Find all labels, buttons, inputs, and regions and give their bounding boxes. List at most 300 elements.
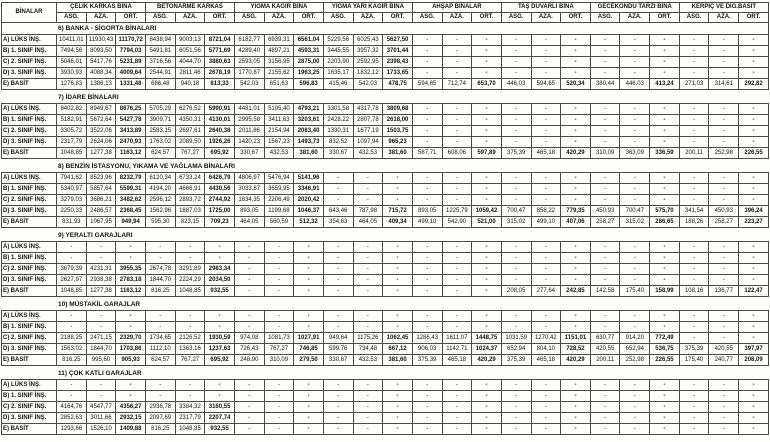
value-cell: - — [501, 242, 531, 253]
value-cell: - — [531, 68, 561, 79]
value-cell: - — [323, 242, 353, 253]
value-cell: - — [620, 275, 650, 286]
value-cell: 4356,27 — [116, 402, 146, 413]
value-cell: - — [709, 275, 739, 286]
value-cell: - — [205, 253, 235, 264]
sub-header: ORT. — [650, 13, 680, 23]
value-cell: 2852,63 — [57, 413, 87, 424]
value-cell: 4430,56 — [205, 184, 235, 195]
value-cell: 5427,78 — [116, 115, 146, 126]
value-cell: - — [501, 35, 531, 46]
value-cell: 315,02 — [501, 217, 531, 228]
sub-header: AZA. — [86, 13, 116, 23]
value-cell: - — [323, 391, 353, 402]
row-label: D) 3. SINIF İNŞ. — [2, 137, 57, 148]
value-cell: 6561,04 — [294, 35, 324, 46]
value-cell: - — [175, 242, 205, 253]
value-cell: - — [442, 402, 472, 413]
section-title: 9) YERALTI GARAJLARI — [58, 232, 133, 239]
value-cell: - — [739, 173, 769, 184]
value-cell: - — [561, 104, 591, 115]
table-row — [2, 206, 769, 217]
value-cell: 158,99 — [650, 286, 680, 297]
value-cell: 2596,12 — [145, 195, 175, 206]
value-cell: 223,27 — [739, 217, 769, 228]
value-cell: - — [412, 137, 442, 148]
value-cell: - — [472, 104, 502, 115]
value-cell: - — [679, 275, 709, 286]
value-cell: 1763,02 — [145, 137, 175, 148]
column-group-header: YIĞMA KAGİR BİNA — [234, 3, 323, 13]
value-cell: 2020,42 — [294, 195, 324, 206]
row-label: E) BASİT — [2, 355, 57, 366]
value-cell: - — [650, 311, 680, 322]
value-cell: - — [650, 137, 680, 148]
value-cell: - — [561, 322, 591, 333]
value-cell: - — [531, 184, 561, 195]
value-cell: - — [561, 402, 591, 413]
value-cell: 5417,76 — [86, 57, 116, 68]
value-cell: 2811,46 — [175, 68, 205, 79]
column-group-header: ÇELİK KARKAS BİNA — [57, 3, 146, 13]
value-cell: - — [472, 184, 502, 195]
value-cell: 432,53 — [353, 355, 383, 366]
value-cell: - — [412, 184, 442, 195]
value-cell: - — [175, 380, 205, 391]
value-cell: 248,90 — [234, 355, 264, 366]
value-cell: - — [650, 253, 680, 264]
value-cell: 1151,01 — [561, 333, 591, 344]
value-cell: 3305,72 — [57, 126, 87, 137]
value-cell: - — [383, 380, 413, 391]
value-cell: - — [294, 322, 324, 333]
value-cell: 1725,00 — [205, 206, 235, 217]
value-cell: 271,03 — [679, 79, 709, 90]
value-cell: - — [650, 264, 680, 275]
row-label: A) LÜKS İNŞ. — [2, 173, 57, 184]
value-cell: 363,09 — [620, 148, 650, 159]
value-cell: - — [353, 424, 383, 435]
row-label: D) 3. SINIF İNŞ. — [2, 206, 57, 217]
value-cell: 651,63 — [264, 79, 294, 90]
value-cell: 2207,74 — [205, 413, 235, 424]
sub-header: ORT. — [205, 13, 235, 23]
sub-header: ASG. — [501, 13, 531, 23]
table-row — [2, 333, 769, 344]
value-cell: - — [679, 126, 709, 137]
value-cell: 767,27 — [264, 344, 294, 355]
value-cell: - — [739, 104, 769, 115]
value-cell: 8676,25 — [116, 104, 146, 115]
value-cell: 465,18 — [531, 355, 561, 366]
table-row — [2, 402, 769, 413]
value-cell: - — [650, 68, 680, 79]
value-cell: - — [709, 402, 739, 413]
value-cell: - — [472, 286, 502, 297]
sub-header: ORT. — [383, 13, 413, 23]
value-cell: 3279,03 — [57, 195, 87, 206]
section-table — [1, 379, 769, 435]
value-cell: 3955,35 — [116, 264, 146, 275]
table-row — [2, 413, 769, 424]
section-table — [1, 310, 769, 366]
value-cell: 375,39 — [501, 148, 531, 159]
value-cell: - — [442, 322, 472, 333]
value-cell: 2034,50 — [205, 275, 235, 286]
value-cell: - — [353, 380, 383, 391]
value-cell: - — [412, 391, 442, 402]
value-cell: 542,03 — [234, 79, 264, 90]
value-cell: - — [739, 311, 769, 322]
value-cell: - — [531, 173, 561, 184]
value-cell: - — [472, 68, 502, 79]
value-cell: 4088,34 — [86, 68, 116, 79]
value-cell: 8438,94 — [145, 35, 175, 46]
value-cell: - — [86, 253, 116, 264]
table-row — [2, 195, 769, 206]
value-cell: - — [264, 253, 294, 264]
value-cell: 728,52 — [561, 344, 591, 355]
table-row — [2, 344, 769, 355]
value-cell: - — [472, 413, 502, 424]
value-cell: 2368,45 — [116, 206, 146, 217]
value-cell: 1363,16 — [175, 344, 205, 355]
value-cell: - — [561, 68, 591, 79]
value-cell: - — [412, 46, 442, 57]
value-cell: 381,60 — [383, 148, 413, 159]
row-label: C) 2. SINIF İNŞ. — [2, 264, 57, 275]
value-cell: 330,67 — [234, 148, 264, 159]
value-cell: 3686,21 — [86, 195, 116, 206]
value-cell: 893,05 — [234, 206, 264, 217]
value-cell: - — [679, 253, 709, 264]
value-cell: - — [739, 126, 769, 137]
value-cell: 2807,78 — [353, 115, 383, 126]
value-cell: - — [412, 57, 442, 68]
table-row — [2, 380, 769, 391]
value-cell: - — [116, 242, 146, 253]
value-cell: - — [501, 104, 531, 115]
value-cell: 330,67 — [323, 355, 353, 366]
value-cell: 7794,03 — [116, 46, 146, 57]
value-cell: - — [709, 115, 739, 126]
value-cell: 1048,85 — [175, 424, 205, 435]
value-cell: 787,98 — [353, 206, 383, 217]
value-cell: - — [679, 46, 709, 57]
value-cell: - — [383, 184, 413, 195]
sub-header: AZA. — [353, 13, 383, 23]
value-cell: - — [709, 333, 739, 344]
value-cell: 258,27 — [709, 217, 739, 228]
value-cell: 420,55 — [590, 344, 620, 355]
value-cell: - — [442, 391, 472, 402]
value-cell: - — [561, 184, 591, 195]
table-row — [2, 275, 769, 286]
value-cell: - — [739, 115, 769, 126]
value-cell: - — [501, 115, 531, 126]
value-cell: - — [205, 311, 235, 322]
value-cell: 3482,62 — [116, 195, 146, 206]
value-cell: 5231,89 — [116, 57, 146, 68]
row-label: A) LÜKS İNŞ. — [2, 311, 57, 322]
value-cell: - — [531, 104, 561, 115]
value-cell: 1048,85 — [175, 286, 205, 297]
value-cell: 5672,64 — [86, 115, 116, 126]
value-cell: - — [205, 391, 235, 402]
value-cell: 630,77 — [590, 333, 620, 344]
value-cell: - — [531, 115, 561, 126]
value-cell: - — [412, 286, 442, 297]
value-cell: - — [620, 126, 650, 137]
value-cell: 2317,79 — [57, 137, 87, 148]
value-cell: 420,29 — [561, 355, 591, 366]
value-cell: 375,39 — [679, 344, 709, 355]
value-cell: - — [709, 424, 739, 435]
value-cell: - — [294, 264, 324, 275]
value-cell: 279,50 — [294, 355, 324, 366]
value-cell: - — [442, 57, 472, 68]
value-cell: 465,18 — [531, 148, 561, 159]
value-cell: 3413,89 — [116, 126, 146, 137]
value-cell: - — [679, 137, 709, 148]
value-cell: - — [234, 424, 264, 435]
value-cell: - — [175, 322, 205, 333]
value-cell: - — [472, 424, 502, 435]
value-cell: - — [620, 173, 650, 184]
value-cell: 715,72 — [383, 206, 413, 217]
value-cell: 823,15 — [175, 217, 205, 228]
value-cell: 1734,65 — [145, 333, 175, 344]
value-cell: 1562,96 — [145, 206, 175, 217]
value-cell: 315,02 — [620, 217, 650, 228]
value-cell: 2470,93 — [116, 137, 146, 148]
value-cell: 252,98 — [709, 148, 739, 159]
value-cell: 9003,13 — [175, 35, 205, 46]
value-cell: - — [501, 322, 531, 333]
column-group-header: BETONARME KARKAS — [145, 3, 234, 13]
value-cell: - — [501, 46, 531, 57]
value-cell: - — [442, 275, 472, 286]
value-cell: 2486,57 — [86, 206, 116, 217]
value-cell: 816,25 — [145, 424, 175, 435]
value-cell: 2398,43 — [383, 57, 413, 68]
row-label: B) 1. SINIF İNŞ. — [2, 115, 57, 126]
value-cell: - — [739, 57, 769, 68]
value-cell: 652,94 — [501, 344, 531, 355]
row-label: C) 2. SINIF İNŞ. — [2, 126, 57, 137]
value-cell: - — [412, 380, 442, 391]
value-cell: 4289,40 — [234, 46, 264, 57]
value-cell: - — [353, 242, 383, 253]
value-cell: 816,25 — [145, 286, 175, 297]
row-label: E) BASİT — [2, 286, 57, 297]
column-group-header: YIĞMA YARI KAGİR BİNA — [323, 3, 412, 13]
value-cell: - — [412, 242, 442, 253]
value-cell: - — [739, 424, 769, 435]
value-cell: - — [86, 380, 116, 391]
value-cell: - — [650, 424, 680, 435]
building-cost-table — [1, 2, 769, 435]
sub-header: AZA. — [709, 13, 739, 23]
value-cell: - — [323, 380, 353, 391]
value-cell: 1225,79 — [442, 206, 472, 217]
section-title: 11) ÇOK KATLI GARAJLAR — [58, 370, 142, 377]
value-cell: 240,77 — [709, 355, 739, 366]
value-cell: 1733,65 — [383, 68, 413, 79]
value-cell: - — [531, 311, 561, 322]
value-cell: 4194,20 — [145, 184, 175, 195]
value-cell: 695,92 — [205, 148, 235, 159]
sub-header: AZA. — [531, 13, 561, 23]
value-cell: - — [739, 68, 769, 79]
value-cell: 2938,38 — [86, 275, 116, 286]
value-cell: - — [323, 424, 353, 435]
sub-header: ASG. — [323, 13, 353, 23]
value-cell: 3346,91 — [294, 184, 324, 195]
table-row — [2, 355, 769, 366]
value-cell: - — [412, 413, 442, 424]
value-cell: - — [116, 391, 146, 402]
value-cell: 407,06 — [561, 217, 591, 228]
value-cell: 3160,55 — [205, 402, 235, 413]
row-label: E) BASİT — [2, 424, 57, 435]
value-cell: 415,46 — [323, 79, 353, 90]
value-cell: - — [472, 391, 502, 402]
value-cell: - — [264, 322, 294, 333]
value-cell: 1175,26 — [353, 333, 383, 344]
value-cell: 520,34 — [561, 79, 591, 90]
section-table — [1, 172, 769, 228]
value-cell: - — [116, 311, 146, 322]
value-cell: 5340,97 — [57, 184, 87, 195]
value-cell: - — [442, 424, 472, 435]
value-cell: 906,03 — [412, 344, 442, 355]
value-cell: 1448,75 — [472, 333, 502, 344]
value-cell: 1834,35 — [234, 195, 264, 206]
value-cell: - — [472, 322, 502, 333]
value-cell: - — [590, 275, 620, 286]
value-cell: - — [501, 126, 531, 137]
value-cell: - — [353, 173, 383, 184]
value-cell: - — [383, 424, 413, 435]
value-cell: - — [620, 380, 650, 391]
value-cell: 5182,91 — [57, 115, 87, 126]
value-cell: 446,03 — [501, 79, 531, 90]
value-cell: - — [590, 104, 620, 115]
value-cell: 940,18 — [175, 79, 205, 90]
value-cell: 1611,07 — [442, 333, 472, 344]
value-cell: - — [264, 264, 294, 275]
value-cell: - — [472, 35, 502, 46]
table-row — [2, 57, 769, 68]
value-cell: 3301,58 — [323, 104, 353, 115]
value-cell: 5141,96 — [294, 173, 324, 184]
value-cell: - — [620, 311, 650, 322]
value-cell: 1067,95 — [86, 217, 116, 228]
value-cell: 1420,23 — [234, 137, 264, 148]
sub-header: ORT. — [739, 13, 769, 23]
value-cell: - — [175, 391, 205, 402]
value-cell: - — [679, 413, 709, 424]
value-cell: - — [234, 402, 264, 413]
value-cell: - — [264, 311, 294, 322]
value-cell: 695,92 — [205, 355, 235, 366]
value-cell: 4793,21 — [294, 104, 324, 115]
value-cell: 4897,21 — [264, 46, 294, 57]
row-label: A) LÜKS İNŞ. — [2, 35, 57, 46]
row-label: B) 1. SINIF İNŞ. — [2, 391, 57, 402]
value-cell: 700,47 — [620, 206, 650, 217]
value-cell: - — [442, 264, 472, 275]
value-cell: 2154,94 — [264, 126, 294, 137]
value-cell: 465,18 — [442, 355, 472, 366]
value-cell: - — [442, 46, 472, 57]
value-cell: 2544,91 — [145, 68, 175, 79]
value-cell: - — [353, 253, 383, 264]
value-cell: 1526,10 — [86, 424, 116, 435]
value-cell: - — [620, 46, 650, 57]
value-cell: - — [739, 391, 769, 402]
value-cell: 3203,61 — [294, 115, 324, 126]
value-cell: - — [531, 391, 561, 402]
value-cell: 1887,03 — [175, 206, 205, 217]
value-cell: - — [234, 264, 264, 275]
value-cell: 252,98 — [620, 355, 650, 366]
value-cell: - — [383, 286, 413, 297]
value-cell: - — [383, 173, 413, 184]
value-cell: - — [412, 322, 442, 333]
value-cell: - — [590, 46, 620, 57]
value-cell: - — [531, 322, 561, 333]
value-cell: - — [531, 195, 561, 206]
table-row — [2, 46, 769, 57]
value-cell: - — [57, 322, 87, 333]
value-cell: 4164,76 — [57, 402, 87, 413]
value-cell: - — [472, 137, 502, 148]
value-cell: - — [590, 126, 620, 137]
value-cell: - — [561, 311, 591, 322]
value-cell: - — [739, 35, 769, 46]
value-cell: - — [323, 173, 353, 184]
value-cell: 2155,62 — [264, 68, 294, 79]
row-label: B) 1. SINIF İNŞ. — [2, 322, 57, 333]
value-cell: - — [709, 391, 739, 402]
value-cell: - — [412, 253, 442, 264]
value-cell: - — [620, 264, 650, 275]
value-cell: - — [353, 322, 383, 333]
value-cell: - — [739, 242, 769, 253]
value-cell: - — [383, 311, 413, 322]
value-cell: - — [383, 275, 413, 286]
value-cell: - — [501, 402, 531, 413]
value-cell: - — [294, 242, 324, 253]
value-cell: - — [472, 115, 502, 126]
value-cell: - — [590, 195, 620, 206]
table-row — [2, 253, 769, 264]
value-cell: 6426,79 — [205, 173, 235, 184]
value-cell: 450,93 — [590, 206, 620, 217]
value-cell: - — [323, 184, 353, 195]
value-cell: 464,05 — [353, 217, 383, 228]
value-cell: - — [679, 402, 709, 413]
value-cell: - — [650, 126, 680, 137]
value-cell: - — [650, 242, 680, 253]
value-cell: - — [412, 35, 442, 46]
value-cell: - — [709, 413, 739, 424]
value-cell: - — [442, 184, 472, 195]
value-cell: 804,10 — [531, 344, 561, 355]
value-cell: 6276,52 — [175, 104, 205, 115]
